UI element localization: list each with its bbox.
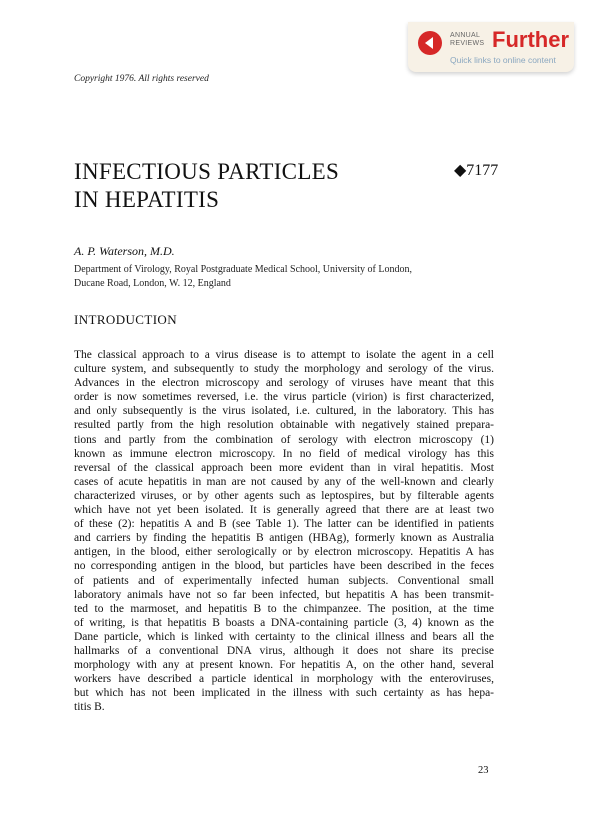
body-line: Advances in the electron microscopy and serology of viruses have meant that this bbox=[74, 377, 494, 390]
back-arrow-icon[interactable] bbox=[418, 31, 442, 55]
body-line: order is now sometimes reversed, i.e. the virus particle (virion) is first characterized, bbox=[74, 391, 494, 404]
body-line: resulted partly from the high resolution obtainable with negatively stained prepara- bbox=[74, 419, 494, 432]
further-links-banner[interactable] bbox=[408, 22, 574, 72]
publisher-line-2: REVIEWS bbox=[450, 40, 485, 47]
body-line: laboratory animals have not so far been infected, but hepatitis A has been transmit- bbox=[74, 588, 494, 601]
body-line: The classical approach to a virus disease is to attempt to isolate the agent in a cell bbox=[74, 349, 494, 361]
body-line: of patients and of experimentally infected human subjects. Conventional small bbox=[74, 574, 494, 587]
body-line: workers have described a particle identical in morphology with the enteroviruses, bbox=[74, 673, 494, 686]
body-line: Dane particle, which is linked with certainty to the clinical illness and bears all the bbox=[74, 630, 494, 643]
body-line: reversal of the classical approach been more evident than in viral hepatitis. Most bbox=[74, 461, 494, 474]
section-heading: INTRODUCTION bbox=[74, 312, 178, 327]
publisher-line-1: ANNUAL bbox=[450, 32, 481, 39]
affiliation-line: Ducane Road, London, W. 12, England bbox=[74, 278, 231, 289]
body-line: characterized viruses, or by other agents such as leptospires, but by filterable agents bbox=[74, 489, 494, 502]
body-line: culture system, and subsequently to study the morphology and serology of the virus. bbox=[74, 363, 494, 376]
article-title bbox=[74, 158, 339, 214]
further-wordmark: Further bbox=[492, 27, 569, 52]
copyright-notice: Copyright 1976. All rights reserved bbox=[74, 74, 209, 84]
body-line: known as immune electron microscopy. In no field of medical virology has this bbox=[74, 447, 494, 460]
body-line: and only subsequently is the virus isolated, i.e. cultured, in the laboratory. This has bbox=[74, 405, 494, 418]
page-number: 23 bbox=[478, 765, 489, 776]
body-line: ted to the marmoset, and hepatitis B to the chimpanzee. The position, at the time bbox=[74, 602, 494, 615]
body-line: no corresponding antigen in the blood, but particles have been described in the feces bbox=[74, 560, 494, 573]
affiliation-line: Department of Virology, Royal Postgraduate Medical School, University of London, bbox=[74, 264, 412, 275]
body-line: of these (2): hepatitis A and B (see Table 1). The latter can be identified in patients bbox=[74, 518, 494, 531]
author-name: A. P. Waterson, M.D. bbox=[74, 244, 175, 258]
article-number: ◆7177 bbox=[454, 162, 499, 179]
body-line: hallmarks of a conventional DNA virus, although it does not share its precise bbox=[74, 644, 494, 657]
body-line: cases of acute hepatitis in man are not caused by any of the well-known and clearly bbox=[74, 475, 494, 488]
title-line: INFECTIOUS PARTICLES bbox=[74, 159, 340, 184]
body-line: morphology with any at present known. For hepatitis A, on the other hand, several bbox=[74, 659, 494, 672]
body-line: titis B. bbox=[74, 701, 105, 714]
body-line: but which has not been implicated in the illness with such certainty as has hepa- bbox=[74, 687, 494, 700]
body-line: antigen, in the blood, either serologically or by electron microscopy. Hepatitis A has bbox=[74, 546, 494, 559]
title-line: IN HEPATITIS bbox=[74, 187, 220, 212]
quick-links-tagline[interactable]: Quick links to online content bbox=[450, 55, 556, 65]
body-line: of writing, is that hepatitis B boasts a DNA-containing particle (3, 4) known as the bbox=[74, 616, 494, 629]
body-line: and carriers by finding the hepatitis B antigen (HBAg), formerly known as Australia bbox=[74, 532, 494, 545]
body-paragraph bbox=[74, 348, 494, 714]
annual-reviews-logo bbox=[450, 32, 484, 48]
body-line: which have not yet been isolated. It is generally agreed that there are at least two bbox=[74, 504, 494, 517]
body-line: tions and partly from the combination of serology with electron microscopy (1) bbox=[74, 433, 494, 446]
author-affiliation bbox=[74, 263, 412, 291]
